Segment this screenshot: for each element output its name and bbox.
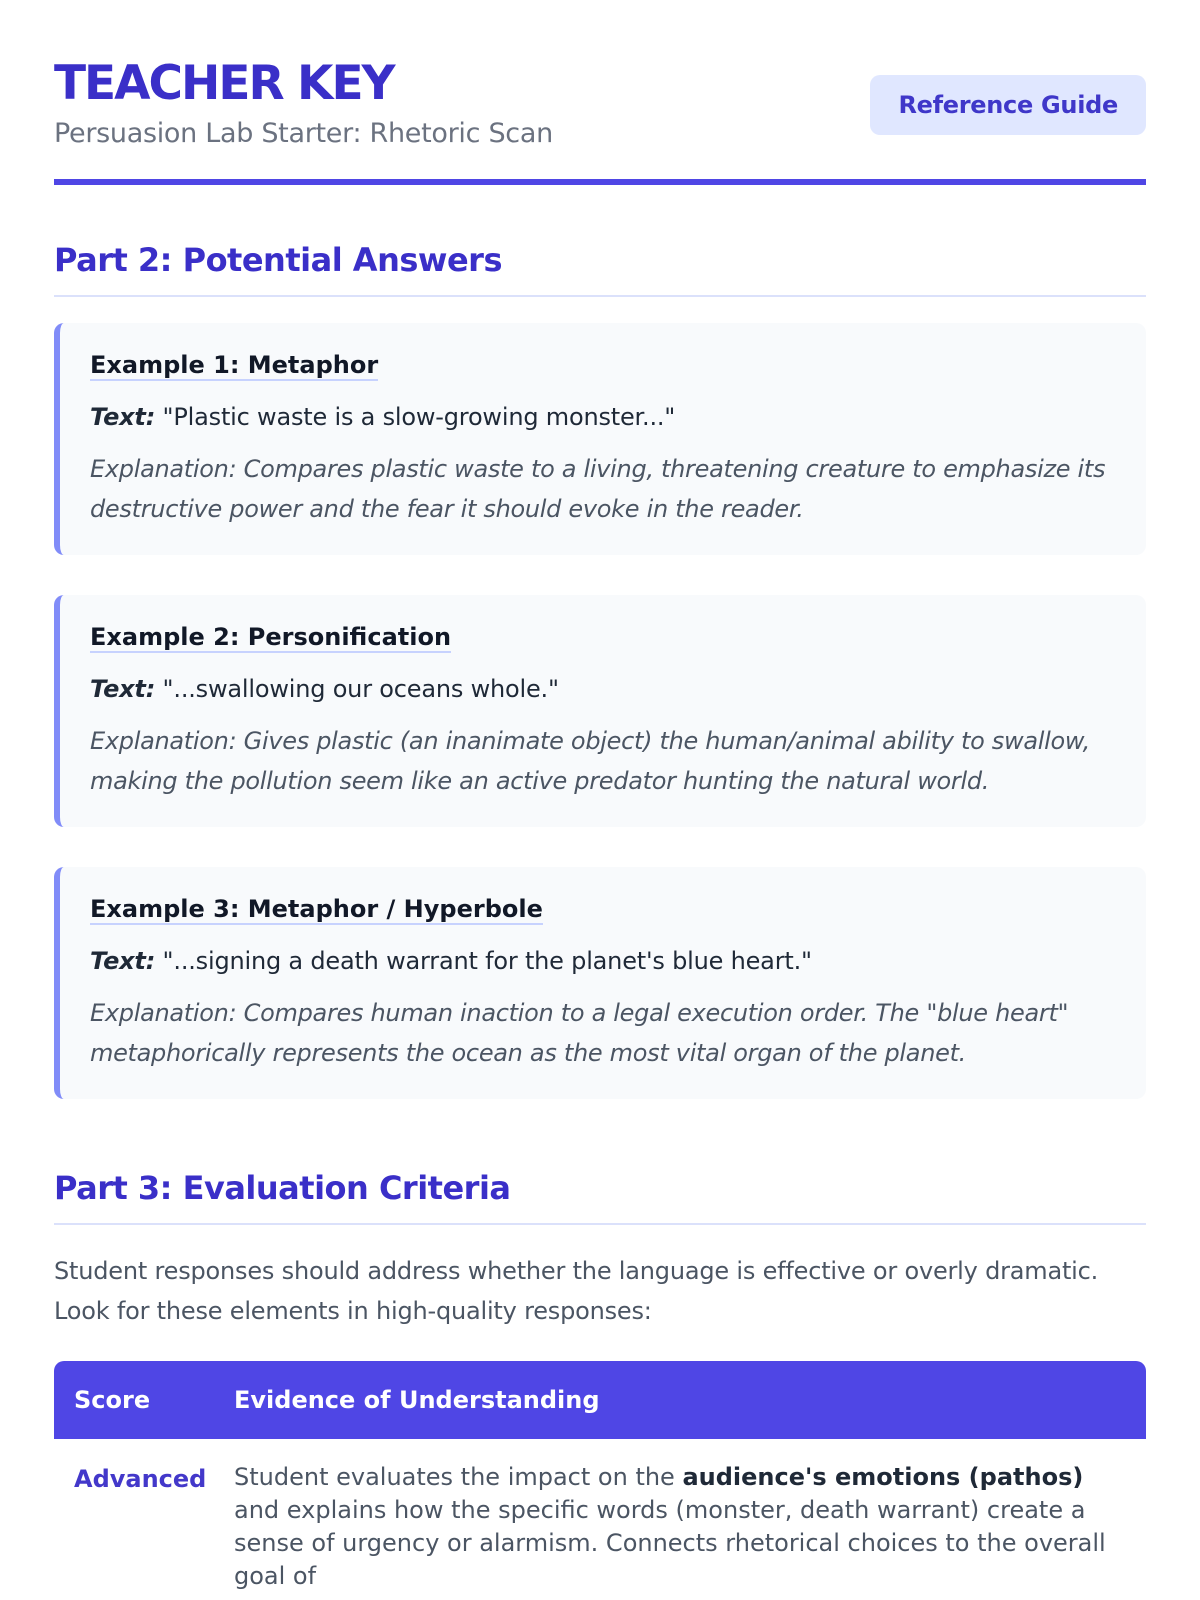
example-quote: "Plastic waste is a slow-growing monster..." xyxy=(162,403,676,431)
page-subtitle: Persuasion Lab Starter: Rhetoric Scan xyxy=(54,118,553,149)
example-title: Example 3: Metaphor / Hyperbole xyxy=(90,895,543,923)
evidence-emphasis: audience's emotions (pathos) xyxy=(682,1463,1084,1491)
reference-guide-button[interactable]: Reference Guide xyxy=(870,75,1146,135)
text-label: Text: xyxy=(90,675,156,703)
page-header xyxy=(54,0,1146,185)
table-row xyxy=(54,1439,1146,1593)
evidence-text: Student evaluates the impact on the xyxy=(234,1463,683,1491)
example-quote: "...swallowing our oceans whole." xyxy=(162,675,559,703)
part2-heading: Part 2: Potential Answers xyxy=(54,241,1146,297)
example-explanation: Explanation: Compares plastic waste to a living, threatening creature to emphasize its destructive power and the fear it should evoke in the reader. xyxy=(90,455,1106,523)
example-explanation: Explanation: Gives plastic (an inanimate object) the human/animal ability to swallow, making the pollution seem like an active predator hunting the natural world. xyxy=(90,727,1090,795)
evidence-text-cont: and explains how the specific words (monster, death warrant) create a sense of urgency or alarmism. Connects rhetorical choices to the overall goal of xyxy=(234,1496,1106,1590)
text-label: Text: xyxy=(90,947,156,975)
evaluation-table xyxy=(54,1361,1146,1593)
example-card xyxy=(54,323,1146,555)
example-text xyxy=(90,675,1114,703)
example-quote: "...signing a death warrant for the planet's blue heart." xyxy=(162,947,812,975)
example-explanation: Explanation: Compares human inaction to a legal execution order. The "blue heart" metaphorically represents the ocean as the most vital organ of the planet. xyxy=(90,999,1069,1067)
example-title: Example 2: Personification xyxy=(90,623,452,651)
part3-heading: Part 3: Evaluation Criteria xyxy=(54,1169,1146,1225)
header-score: Score xyxy=(74,1386,151,1414)
score-cell: Advanced xyxy=(74,1465,207,1493)
header-evidence: Evidence of Understanding xyxy=(234,1386,600,1414)
text-label: Text: xyxy=(90,403,156,431)
example-text xyxy=(90,403,1114,431)
example-text xyxy=(90,947,1114,975)
example-card xyxy=(54,867,1146,1099)
evidence-cell xyxy=(234,1461,1146,1593)
part3-intro: Student responses should address whether the language is effective or overly dramatic. Look for these elements in high-quality responses: xyxy=(54,1257,1099,1325)
example-title: Example 1: Metaphor xyxy=(90,351,379,379)
example-card xyxy=(54,595,1146,827)
page-title: TEACHER KEY xyxy=(54,56,394,111)
table-header xyxy=(54,1361,1146,1439)
title-block xyxy=(54,58,553,149)
